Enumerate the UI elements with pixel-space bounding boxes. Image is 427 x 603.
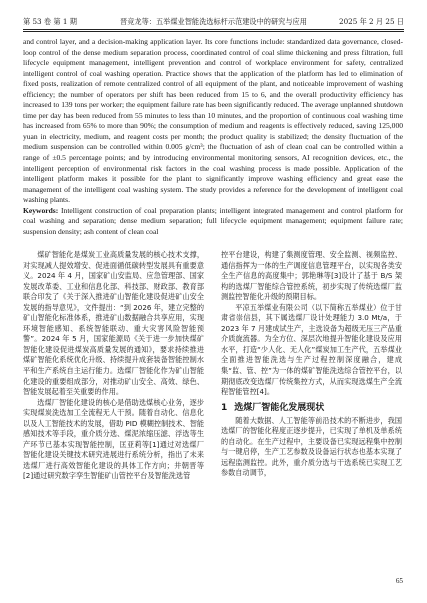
right-column	[221, 250, 402, 479]
abstract-body: and control layer, and a decision-making application layer. Its core functions include: standardized data governance, closed-loop control of the dense medium separation process, coordinated control of coal slime thickening and press filtration, full lifecycle equipment management, intelligent prevention and control of workplace environment for safety, centralized intelligent control of coal washing operation. Practice shows that the application of the platform has led to elimination of fixed posts, realization of remote centralized control of all equipment of the plant, and noticeable improvement of washing efficiency; the number of operators per shift has been reduced from 15 to 6, and the overall productivity efficiency has increased to 139 tons per worker; the equipment failure rate has been significantly reduced. The average unplanned shutdown time per day has been reduced from 55 minutes to less than 10 minutes, and the proportion of continuous coal washing time has increased from 65% to more than 90%; the consumption of medium and reagents is effectively reduced, saving 125,000 yuan in electricity, medium, and reagent costs per month; the product quality is stabilized; the density fluctuation of the medium suspension can be controlled within 0.005 g/cm³; the fluctuation of ash of clean coal can be controlled within a range of ±0.5 percentage points; and by introducing environmental monitoring sensors, AI recognition devices, etc., the intelligent perception of environmental risk factors in the coal washing process is made possible. Application of the intelligent platform makes it possible for the plant to significantly improve washing efficiency and great ease the management of the intelligent coal washing system. The study provides a reference for the development of intelligent coal washing plants.	[23, 37, 403, 205]
journal-volume: 第 53 卷 第 1 期	[23, 17, 77, 26]
keywords-line	[23, 206, 403, 238]
section-paragraph-1: 随着大数据、人工智能等前沿技术的不断进步，我国选煤厂的智能化程度正逐步提升，已实现了单机及单系统的自动化。在生产过程中，主要设备已实现远程集中控制与一键启停，生产工艺参数及设备运行状态也基本实现了远程监测监控。此外，重介质分选与干选系统已实现工艺参数自动调节，	[221, 415, 402, 478]
intro-paragraph-4: 平凉五举煤业有限公司（以下简称五举煤业）位于甘肃省崇信县，其下属选煤厂设计处理能力 3.0 Mt/a，于 2023 年 7 月建成试生产，主选设备为超级无压三产品重介质旋流器。为全方位、深层次地提升智能化建设及应用水平，打造“少人化、无人化”煤炭加工生产代，五举煤业全面推进智能洗选与生产过程控制深度融合，建成集“监、管、控”为一体的煤矿智能洗选综合管控平台，以期彻底改变选煤厂传统集控方式，从而实现选煤生产全流程智能管控[4]。	[221, 302, 402, 397]
page-number: 65	[395, 577, 403, 585]
publication-date: 2025 年 2 月 25 日	[339, 17, 404, 26]
header-rule-top	[23, 29, 404, 30]
running-title: 晋竞龙等：五举煤业智能洗选标杆示范建设中的研究与应用	[120, 17, 307, 26]
section-number: 1	[221, 402, 228, 413]
english-abstract	[23, 37, 403, 237]
header-rule-bottom	[23, 31, 404, 32]
keywords-label: Keywords:	[23, 205, 59, 215]
intro-paragraph-2: 选煤厂智能化建设的核心是借助选煤核心业务，逐步实现煤炭洗选加工全流程无人干预。随着自动化、信息化以及人工智能技术的发展，借助 PID 模糊控制技术、智能感知技术等手段，重介质分选、煤泥浓缩压滤、浮选等生产环节已基本实现智能控制，匡亚莉等[1]通过对选煤厂智能化建设关键技术研究进展进行系统分析，指出了未来选煤厂进行高效智能化建设的具体工作方向；井朝晋等[2]通过研究数字孪生智能矿山管控平台及智能洗选管	[23, 397, 204, 481]
intro-paragraph-3: 控平台建设，构建了集测度管理、安全监测、视频监控、通信指挥为一体的生产调度信息管理平台，以实现各类安全生产信息的高度集中；郭艳琳等[3]设计了基于 B/S 架构的选煤厂智能综合管控系统，初步实现了传统选煤厂监测监控智能化升级的预期目标。	[221, 250, 402, 302]
keywords-text: Intelligent construction of coal preparation plants; intelligent integrated management and control platform for coal washing and separation; dense medium separation; full lifecycle equipment management; equipment failure rate; suspension density; ash content of clean coal	[23, 205, 403, 236]
left-column	[23, 250, 204, 482]
section-heading	[221, 401, 402, 415]
section-title: 选煤厂智能化发展现状	[234, 402, 325, 413]
intro-paragraph-1: 煤矿智能化是煤炭工业高质量发展的核心技术支撑，对实现减人提效增安、促进面循低碳转型发展具有重要意义。2024 年 4 月，国家矿山安监局、应急管理部、国家发展改革委、工业和信息化部、科技部、财政部、教育部联合印发了《关于深入推进矿山智能化建设促进矿山安全发展的指导意见》，文件提出：“到 2026 年，建立完整的矿山智能化标准体系，推进矿山数据融合共享应用，实现环境智能感知、系统智能联动、重大灾害风险智能预警”。2024 年 5 月，国家能源局《关于进一步加快煤矿智能化建设促进煤炭高质量发展的通知》，要求持续推进煤矿智能化系统优化升级、持续提升成套装备智能控制水平和生产系统自主运行能力。选煤厂智能化作为矿山智能化建设的重要组成部分，对推动矿山安全、高效、绿色、智能发展起着至关重要的作用。	[23, 250, 204, 397]
